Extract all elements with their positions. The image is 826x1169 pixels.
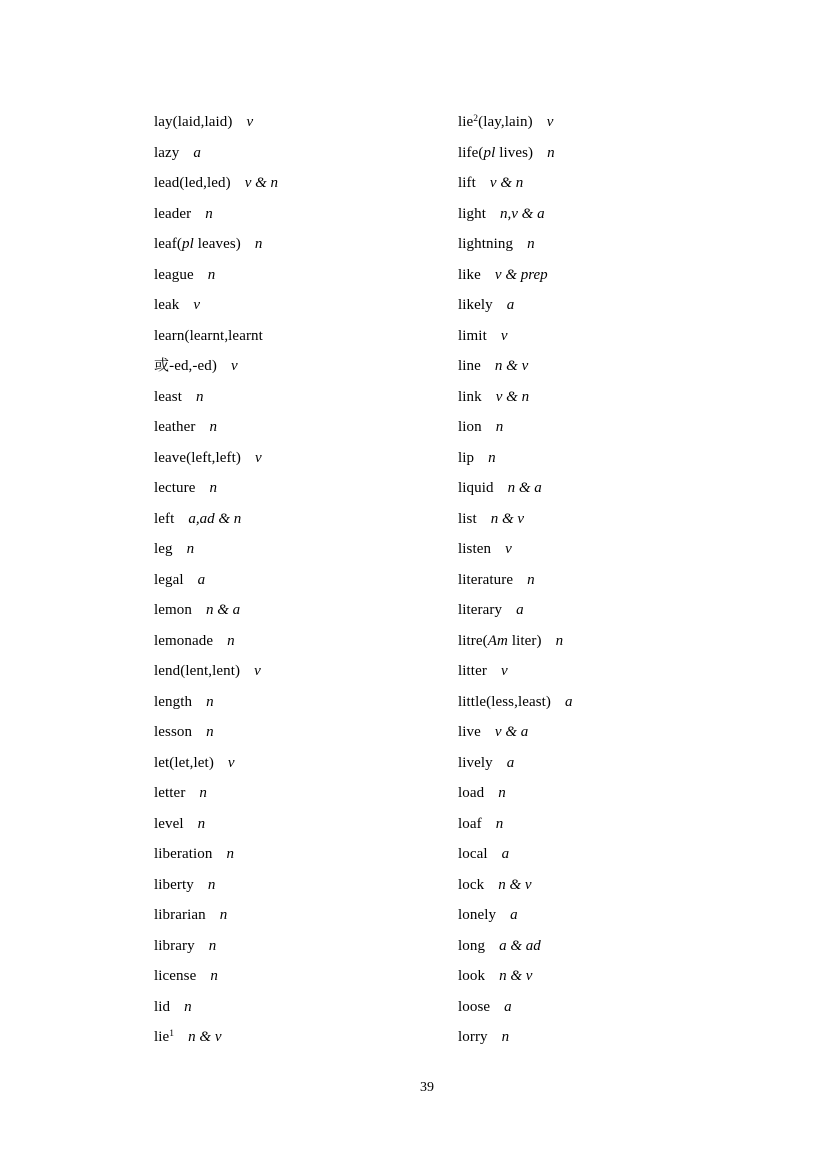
word-text: [154, 511, 174, 527]
word-segment: leaves): [193, 236, 241, 252]
word-segment: letter: [154, 785, 186, 801]
word-segment: leather: [154, 419, 196, 435]
word-entry: [154, 687, 458, 718]
part-of-speech-label: n & a: [206, 602, 241, 618]
word-text: [458, 236, 513, 252]
part-of-speech-label: n: [206, 724, 214, 740]
word-text: [154, 999, 170, 1015]
word-text: [458, 999, 490, 1015]
word-text: [154, 175, 231, 191]
word-text: [154, 816, 184, 832]
word-entry: [154, 107, 458, 138]
word-text: [458, 511, 477, 527]
word-text: [154, 968, 196, 984]
word-segment: litter: [458, 663, 487, 679]
word-segment: lip: [458, 449, 475, 466]
word-entry: [458, 1022, 766, 1053]
word-text: [154, 785, 185, 801]
word-segment: let(let,let): [154, 754, 214, 771]
word-segment: license: [154, 968, 197, 984]
word-text: [458, 145, 533, 161]
word-text: [154, 1029, 174, 1045]
word-entry: [458, 809, 766, 840]
word-segment: long: [458, 937, 486, 954]
part-of-speech-label: n: [208, 937, 217, 954]
word-superscript: 2: [473, 114, 479, 124]
word-entry: [154, 199, 458, 230]
word-entry: [458, 138, 766, 169]
word-text: [458, 358, 481, 374]
word-segment: library: [154, 937, 195, 954]
word-text: [154, 236, 241, 252]
word-entry: [458, 229, 766, 260]
part-of-speech-label: n: [209, 419, 218, 435]
word-segment: likely: [458, 297, 493, 313]
word-text: [154, 206, 191, 222]
part-of-speech-label: n: [226, 846, 234, 862]
part-of-speech-label: n: [184, 998, 192, 1015]
word-entry: [458, 900, 766, 931]
word-segment: liberty: [154, 876, 194, 893]
word-text: [154, 602, 192, 618]
word-entry: [458, 321, 766, 352]
word-segment: literary: [458, 602, 503, 618]
word-segment: liberation: [154, 846, 213, 862]
word-entry: [458, 443, 766, 474]
part-of-speech-label: v: [227, 754, 235, 771]
part-of-speech-label: a & ad: [499, 937, 541, 954]
part-of-speech-label: n,v & a: [500, 205, 545, 222]
word-text: [154, 267, 194, 283]
part-of-speech-label: v & prep: [494, 266, 548, 283]
part-of-speech-label: a: [501, 846, 510, 862]
word-segment: limit: [458, 327, 487, 344]
word-segment: light: [458, 205, 487, 222]
word-list-column-left: [154, 107, 458, 1053]
word-text: [154, 358, 217, 374]
part-of-speech-label: n: [196, 388, 204, 405]
part-of-speech-label: n: [547, 144, 555, 161]
word-text: [154, 419, 196, 435]
part-of-speech-label: a: [565, 693, 573, 710]
word-text: [458, 877, 484, 893]
word-text: [458, 938, 485, 954]
word-text: [154, 572, 184, 588]
part-of-speech-label: v: [505, 541, 512, 557]
word-segment: lend(lent,lent): [154, 663, 241, 679]
part-of-speech-label: n: [205, 205, 213, 222]
word-text: [154, 755, 214, 771]
part-of-speech-label: v & a: [494, 724, 529, 740]
word-text: [458, 389, 482, 405]
word-entry: [458, 595, 766, 626]
word-segment: liter): [507, 632, 542, 649]
word-segment: life(: [458, 144, 484, 161]
word-entry: [154, 1022, 458, 1053]
word-segment: lie: [154, 1029, 170, 1045]
word-segment: leak: [154, 297, 180, 313]
word-segment: leave(left,left): [154, 449, 241, 466]
word-entry: [154, 443, 458, 474]
word-entry: [458, 107, 766, 138]
part-of-speech-label: n: [207, 266, 216, 283]
part-of-speech-label: v: [500, 663, 508, 679]
word-text: [458, 755, 493, 771]
word-text: [458, 114, 533, 130]
word-text: [458, 206, 486, 222]
word-text: [458, 1029, 488, 1045]
word-text: [458, 602, 502, 618]
word-entry: [154, 931, 458, 962]
part-of-speech-label: n & v: [499, 968, 533, 984]
part-of-speech-label: n: [495, 815, 504, 832]
part-of-speech-label: n & v: [498, 876, 532, 893]
word-segment: learn(learnt,learnt: [154, 327, 263, 344]
part-of-speech-label: n: [501, 1029, 510, 1045]
word-segment: lazy: [154, 144, 180, 161]
word-entry: [458, 565, 766, 596]
part-of-speech-label: n: [207, 876, 216, 893]
word-text: [458, 267, 481, 283]
part-of-speech-label: v & n: [244, 175, 279, 191]
word-text: [458, 419, 482, 435]
word-segment: lightning: [458, 236, 514, 252]
word-segment: leg: [154, 541, 173, 557]
word-entry: [458, 717, 766, 748]
word-text: [458, 694, 551, 710]
part-of-speech-label: a: [504, 998, 512, 1015]
word-segment: librarian: [154, 907, 206, 923]
word-text: [154, 297, 179, 313]
word-text: [458, 846, 488, 862]
word-entry: [458, 504, 766, 535]
word-text: [154, 846, 212, 862]
part-of-speech-label: n: [197, 815, 206, 832]
word-entry: [458, 412, 766, 443]
word-segment: lively: [458, 754, 493, 771]
word-entry: [154, 504, 458, 535]
word-entry: [154, 656, 458, 687]
word-text: [458, 633, 542, 649]
part-of-speech-label: v & n: [489, 175, 524, 191]
word-entry: [154, 626, 458, 657]
word-text: [458, 328, 487, 344]
part-of-speech-label: n: [498, 785, 506, 801]
word-segment: live: [458, 724, 481, 740]
word-segment: liquid: [458, 480, 494, 496]
word-entry: [154, 961, 458, 992]
word-entry: [154, 229, 458, 260]
word-segment: least: [154, 388, 182, 405]
word-text: [154, 663, 240, 679]
word-italic-note: pl: [483, 144, 496, 161]
word-entry: [154, 473, 458, 504]
part-of-speech-label: v: [546, 114, 554, 130]
part-of-speech-label: n: [209, 480, 218, 496]
part-of-speech-label: n: [555, 632, 564, 649]
part-of-speech-label: n: [527, 571, 535, 588]
word-list: [154, 107, 766, 1053]
word-entry: [458, 290, 766, 321]
part-of-speech-label: n & v: [490, 510, 525, 527]
word-segment: lemonade: [154, 632, 214, 649]
word-segment: lorry: [458, 1029, 488, 1045]
word-superscript: 1: [169, 1029, 175, 1039]
word-entry: [154, 412, 458, 443]
word-segment: listen: [458, 541, 492, 557]
part-of-speech-label: n: [199, 785, 207, 801]
word-segment: line: [458, 358, 481, 374]
word-text: [154, 389, 182, 405]
word-segment: lecture: [154, 480, 196, 496]
word-segment: lift: [458, 175, 476, 191]
part-of-speech-label: n & a: [507, 480, 542, 496]
word-entry: [458, 382, 766, 413]
word-entry: [154, 595, 458, 626]
word-text: [154, 694, 192, 710]
word-entry: [154, 870, 458, 901]
word-entry: [458, 931, 766, 962]
word-segment: left: [154, 510, 175, 527]
part-of-speech-label: v & n: [495, 388, 530, 405]
part-of-speech-label: a,ad & n: [188, 510, 242, 527]
part-of-speech-label: a: [510, 907, 518, 923]
word-text: [154, 877, 194, 893]
word-segment: leader: [154, 205, 192, 222]
word-list-column-right: [458, 107, 766, 1053]
page-number: 39: [420, 1080, 434, 1095]
word-segment: lid: [154, 998, 171, 1015]
word-segment: look: [458, 968, 486, 984]
word-segment: 或-ed,-ed): [154, 358, 217, 374]
word-segment: link: [458, 388, 482, 405]
word-segment: little(less,least): [458, 693, 552, 710]
word-entry: [154, 534, 458, 565]
word-text: [458, 663, 487, 679]
word-text: [458, 907, 496, 923]
word-text: [458, 572, 513, 588]
word-entry: [458, 687, 766, 718]
word-segment: lead(led,led): [154, 175, 231, 191]
word-segment: literature: [458, 571, 514, 588]
word-entry: [154, 778, 458, 809]
word-segment: lives): [495, 144, 534, 161]
word-text: [154, 114, 232, 130]
word-segment: lock: [458, 876, 485, 893]
part-of-speech-label: v: [254, 663, 261, 679]
part-of-speech-label: a: [193, 144, 201, 161]
word-segment: lion: [458, 419, 482, 435]
word-entry: [154, 260, 458, 291]
part-of-speech-label: n: [206, 693, 214, 710]
word-entry: [458, 168, 766, 199]
word-text: [154, 480, 196, 496]
word-entry: [458, 199, 766, 230]
word-text: [458, 968, 485, 984]
part-of-speech-label: v: [246, 114, 254, 130]
word-entry: [458, 748, 766, 779]
part-of-speech-label: n: [495, 419, 504, 435]
word-entry: [154, 138, 458, 169]
word-text: [154, 328, 263, 344]
word-entry: [458, 839, 766, 870]
part-of-speech-label: a: [506, 754, 515, 771]
word-text: [458, 175, 476, 191]
part-of-speech-label: v: [230, 358, 238, 374]
word-segment: lonely: [458, 907, 497, 923]
part-of-speech-label: a: [516, 602, 524, 618]
word-entry: [458, 778, 766, 809]
word-text: [154, 938, 195, 954]
word-segment: lemon: [154, 602, 192, 618]
word-segment: league: [154, 266, 194, 283]
word-text: [154, 145, 179, 161]
word-entry: [154, 839, 458, 870]
word-segment: lesson: [154, 724, 193, 740]
word-text: [458, 450, 474, 466]
word-entry: [154, 290, 458, 321]
word-entry: [154, 992, 458, 1023]
part-of-speech-label: n: [488, 449, 496, 466]
word-text: [154, 724, 192, 740]
word-entry: [458, 656, 766, 687]
word-entry: [154, 809, 458, 840]
word-entry: [154, 565, 458, 596]
word-segment: like: [458, 266, 481, 283]
word-entry: [154, 717, 458, 748]
word-entry: [458, 473, 766, 504]
part-of-speech-label: n: [210, 968, 218, 984]
word-entry: [154, 900, 458, 931]
word-italic-note: pl: [181, 236, 194, 252]
word-segment: leaf(: [154, 236, 182, 252]
part-of-speech-label: n: [527, 236, 535, 252]
word-text: [458, 816, 482, 832]
part-of-speech-label: n: [254, 236, 263, 252]
word-segment: litre(: [458, 632, 488, 649]
word-segment: load: [458, 785, 485, 801]
word-text: [154, 907, 206, 923]
word-entry: [458, 626, 766, 657]
word-entry: [154, 168, 458, 199]
word-entry: [458, 992, 766, 1023]
word-segment: length: [154, 693, 193, 710]
word-entry: [154, 351, 458, 382]
word-segment: lay(laid,laid): [154, 114, 233, 130]
part-of-speech-label: v: [500, 327, 508, 344]
word-text: [154, 541, 173, 557]
part-of-speech-label: n & v: [494, 358, 529, 374]
part-of-speech-label: a: [506, 297, 515, 313]
word-text: [458, 785, 484, 801]
word-text: [458, 480, 494, 496]
part-of-speech-label: n: [227, 632, 235, 649]
word-segment: loose: [458, 998, 491, 1015]
word-entry: [458, 534, 766, 565]
word-segment: level: [154, 815, 184, 832]
word-entry: [458, 260, 766, 291]
word-entry: [154, 748, 458, 779]
word-entry: [458, 351, 766, 382]
part-of-speech-label: v: [193, 297, 201, 313]
part-of-speech-label: v: [254, 449, 262, 466]
word-segment: local: [458, 846, 488, 862]
part-of-speech-label: n & v: [188, 1029, 222, 1045]
word-text: [458, 541, 491, 557]
word-segment: (lay,lain): [478, 114, 533, 130]
word-entry: [154, 321, 458, 352]
word-entry: [154, 382, 458, 413]
word-entry: [458, 961, 766, 992]
word-text: [154, 633, 213, 649]
part-of-speech-label: n: [219, 907, 228, 923]
word-text: [458, 297, 493, 313]
word-segment: loaf: [458, 815, 482, 832]
word-segment: lie: [458, 114, 474, 130]
word-entry: [458, 870, 766, 901]
word-italic-note: Am: [487, 632, 508, 649]
word-segment: list: [458, 510, 477, 527]
part-of-speech-label: n: [186, 541, 195, 557]
part-of-speech-label: a: [197, 571, 206, 588]
word-segment: legal: [154, 571, 184, 588]
word-text: [154, 450, 241, 466]
word-text: [458, 724, 481, 740]
